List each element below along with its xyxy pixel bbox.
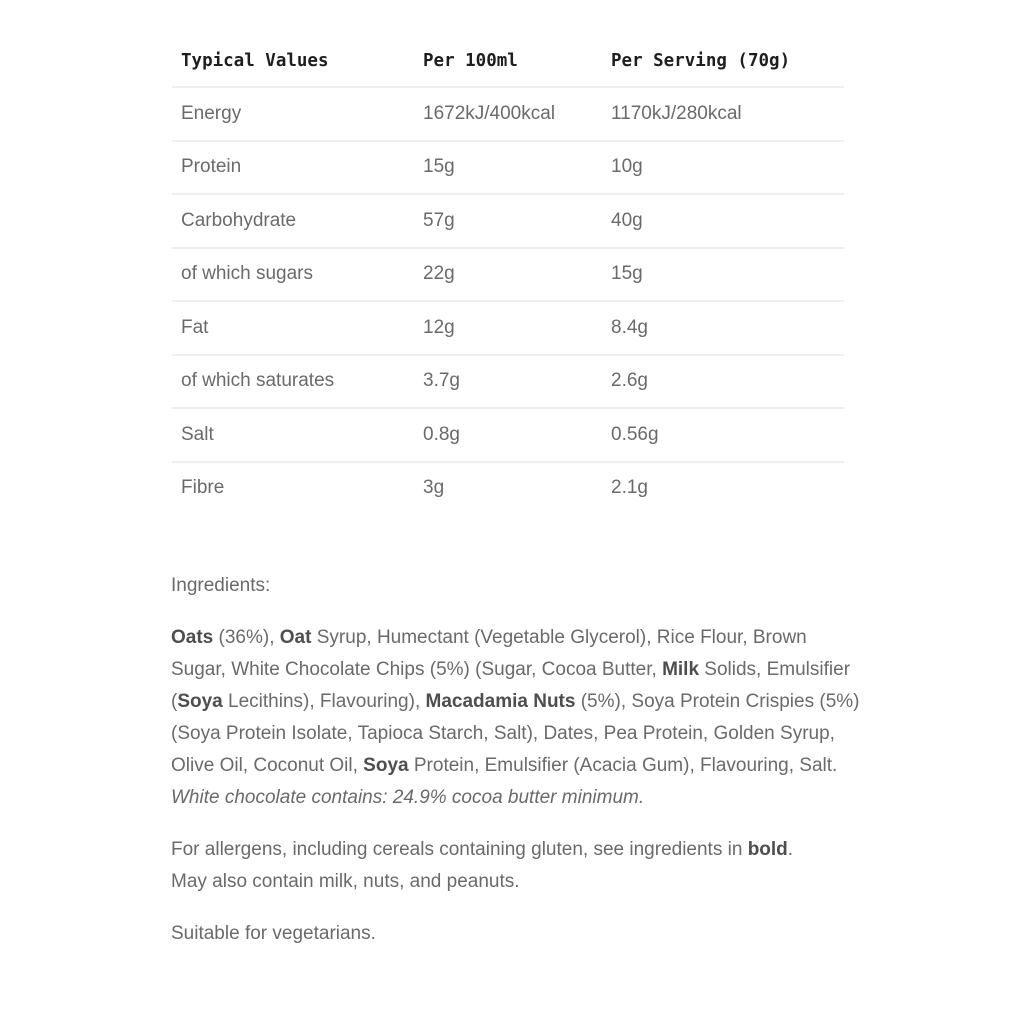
table-row (172, 301, 844, 355)
row-label: Fat (172, 301, 414, 355)
table-row (172, 248, 844, 302)
table-row (172, 141, 844, 195)
ingredients-text: Protein, Emulsifier (Acacia Gum), Flavouring, Salt. (408, 755, 838, 776)
per-serving-value: 10g (602, 141, 844, 195)
per-serving-value: 1170kJ/280kcal (602, 87, 844, 141)
table-row (172, 408, 844, 462)
row-label: Carbohydrate (172, 194, 414, 248)
per-serving-value: 40g (602, 194, 844, 248)
per-serving-value: 2.6g (602, 355, 844, 409)
per-100ml-value: 22g (414, 248, 602, 302)
allergen-bold-word: bold (747, 839, 788, 860)
per-100ml-value: 0.8g (414, 408, 602, 462)
row-label: of which saturates (172, 355, 414, 409)
header-per-serving: Per Serving (70g) (602, 36, 844, 87)
ingredient-macadamia-nuts: Macadamia Nuts (425, 691, 576, 712)
row-label: of which sugars (172, 248, 414, 302)
per-100ml-value: 3g (423, 477, 445, 499)
per-100ml-value: 57g (414, 194, 602, 248)
per-100ml-value: 12g (414, 301, 602, 355)
ingredients-text: Lecithins), Flavouring), (222, 691, 426, 712)
row-label: Fibre (181, 477, 225, 499)
nutrition-table (172, 36, 844, 514)
ingredients-list (171, 622, 861, 782)
per-100ml-value: 1672kJ/400kcal (414, 87, 602, 141)
ingredients-section (171, 570, 861, 950)
per-serving-value: 15g (602, 248, 844, 302)
per-serving-value: 8.4g (602, 301, 844, 355)
allergen-text-end: . (787, 839, 794, 860)
allergen-text: For allergens, including cereals containing gluten, see ingredients in (171, 839, 748, 860)
allergen-info (171, 834, 861, 866)
ingredient-milk: Milk (662, 659, 700, 680)
ingredient-soya: Soya (177, 691, 223, 712)
row-label: Energy (172, 87, 414, 141)
per-serving-value: 0.56g (602, 408, 844, 462)
header-per-100ml: Per 100ml (414, 36, 602, 87)
table-row (172, 87, 844, 141)
table-row (172, 462, 844, 515)
row-label: Salt (172, 408, 414, 462)
ingredients-text: Solids, Emulsifier ( (171, 659, 851, 712)
cocoa-butter-note: White chocolate contains: 24.9% cocoa butter minimum. (171, 787, 645, 808)
table-header-row (172, 36, 844, 87)
header-typical-values: Typical Values (172, 36, 414, 87)
table-row (172, 194, 844, 248)
per-serving-value: 2.1g (611, 477, 648, 499)
ingredients-text: Syrup, Humectant (Vegetable Glycerol), Rice Flour, Brown Sugar, White Chocolate Chips (5%) (Sugar, Cocoa Butter, (171, 627, 807, 680)
may-contain-warning: May also contain milk, nuts, and peanuts. (171, 871, 520, 892)
per-100ml-value: 15g (414, 141, 602, 195)
ingredient-soya: Soya (363, 755, 409, 776)
ingredients-text: (36%), (213, 627, 280, 648)
ingredients-text: (5%), Soya Protein Crispies (5%) (Soya Protein Isolate, Tapioca Starch, Salt), Dates, Pea Protein, Golden Syrup, Olive Oil, Coconut Oil, (171, 691, 860, 776)
ingredient-oats: Oats (171, 627, 214, 648)
suitability-note: Suitable for vegetarians. (171, 923, 376, 944)
ingredient-oat: Oat (279, 627, 312, 648)
per-100ml-value: 3.7g (414, 355, 602, 409)
row-label: Protein (172, 141, 414, 195)
ingredients-heading: Ingredients: (171, 575, 271, 596)
table-row (172, 355, 844, 409)
